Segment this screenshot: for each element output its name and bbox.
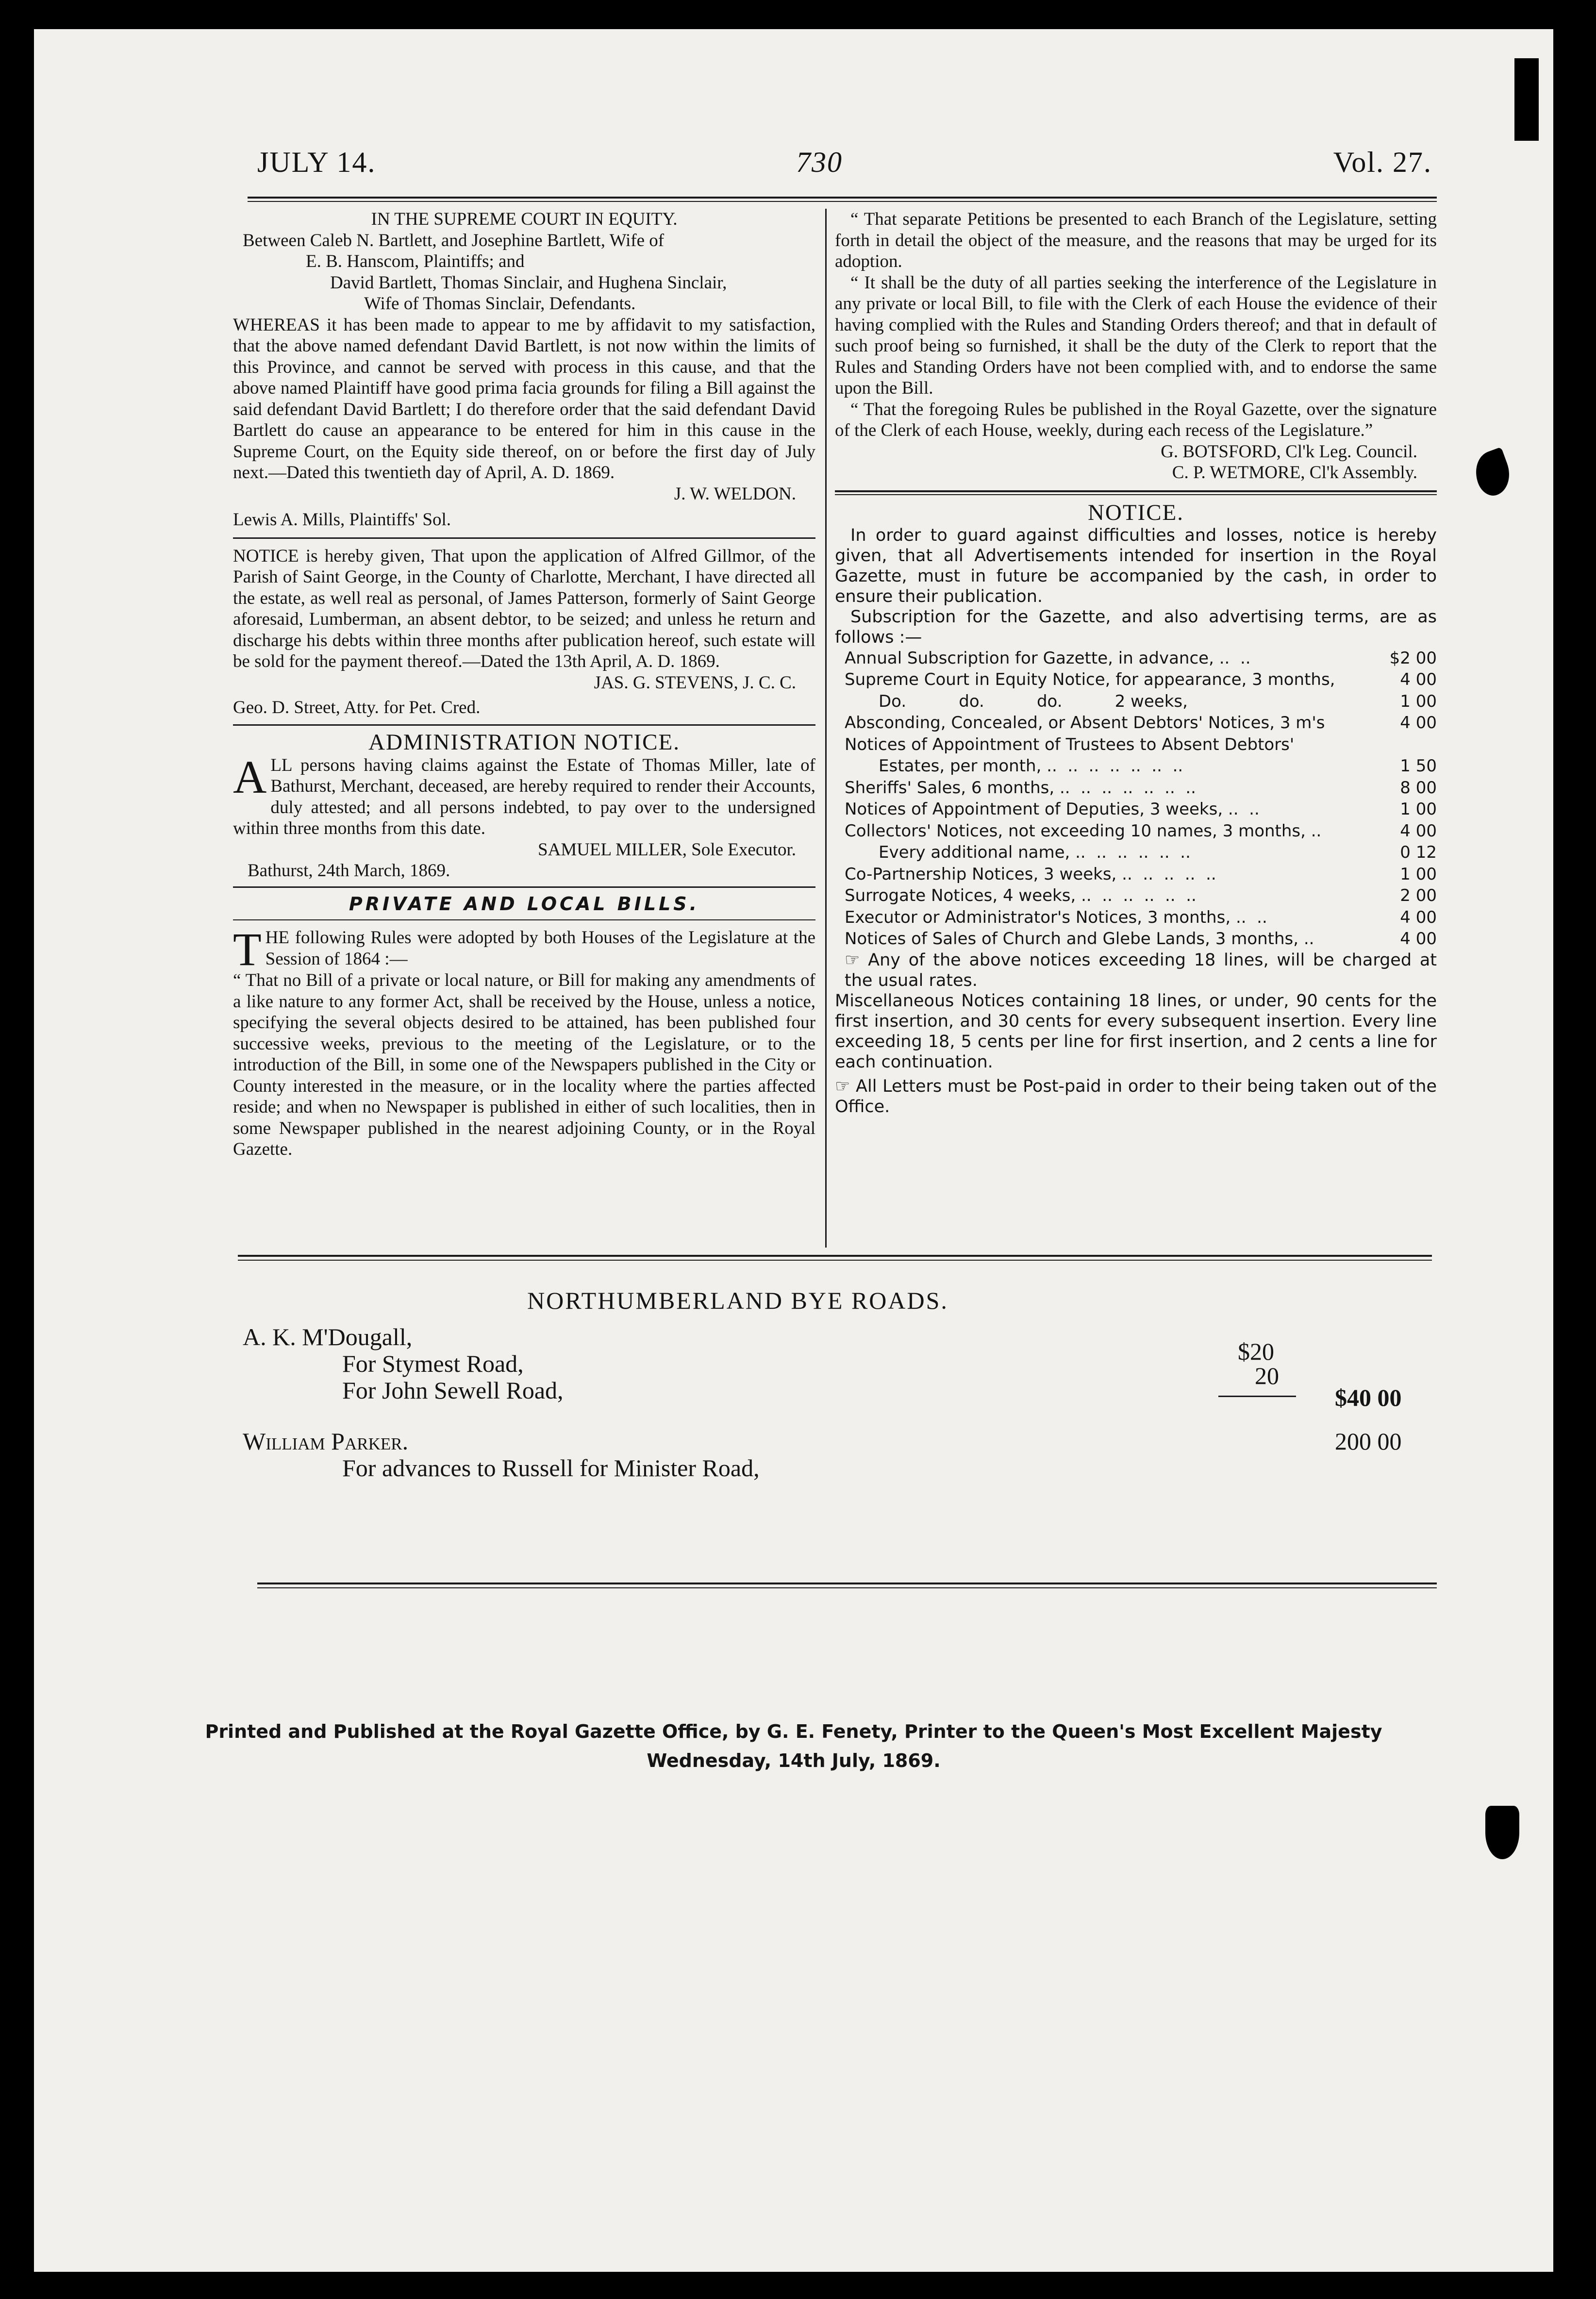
page-header [257, 146, 1432, 194]
title-rule [233, 919, 815, 920]
fee-amount: 4 00 [1400, 821, 1437, 841]
issue-date: JULY 14. [257, 146, 376, 178]
rules-intro-text: HE following Rules were adopted by both Houses of the Legislature at the Session of 1864 :— [265, 928, 815, 969]
fee-row [835, 691, 1437, 713]
notice-body-text: LL persons having claims against the Estate of Thomas Miller, late of Bathurst, Merchant, deceased, are hereby required to render their Accounts, duly attested; and all persons indebted, to pay over to the undersigned within three months from this date. [233, 755, 815, 838]
fee-table [835, 648, 1437, 950]
header-rule [248, 197, 1437, 199]
fee-amount: 0 12 [1400, 843, 1437, 862]
bye-roads-title: NORTHUMBERLAND BYE ROADS. [527, 1287, 948, 1314]
scan-edge-mark [0, 58, 14, 155]
section-rule [257, 1583, 1437, 1584]
section-rule [233, 537, 815, 539]
section-rule [257, 1587, 1437, 1588]
misc-note: Miscellaneous Notices containing 18 lines, or under, 90 cents for the first insertion, and 30 cents for every subsequent insertion. Every line exceeding 18, 5 cents per line for first insertion, and 2 cents a line for each continuation. [835, 991, 1437, 1072]
absent-debtor-notice [233, 546, 815, 718]
fee-amount: 2 00 [1400, 886, 1437, 905]
rule-paragraph: “ It shall be the duty of all parties seeking the interference of the Legislature in any private or local Bill, to file with the Clerk of each House the evidence of their having complied with the Rules and Standing Orders thereof; and that in default of such proof being so furnished, it shall be the duty of the Clerk to report that the Rules and Standing Orders have not been complied with, and to endorse the same upon the Bill. [835, 272, 1437, 398]
private-bills-section [233, 894, 815, 1160]
excess-note: ☞ Any of the above notices exceeding 18 lines, will be charged at the usual rates. [845, 950, 1437, 990]
parties-line: Between Caleb N. Bartlett, and Josephine Bartlett, Wife of [243, 230, 665, 250]
fee-amount: 4 00 [1400, 670, 1437, 689]
fee-row [835, 928, 1437, 950]
notice-body: WHEREAS it has been made to appear to me by affidavit to my satisfaction, that the above named defendant David Bartlett, is not now within the limits of this Province, and cannot be served with process in this cause, and that the above named Plaintiff have good prima facia grounds for filing a Bill against the said defendant David Bartlett; I do therefore order that the said defendant David Bartlett do cause an appearance to be entered for him in this cause in the Supreme Court, on the Equity side thereof, on or before the first day of July next.—Dated this twentieth day of April, A. D. 1869. [233, 315, 815, 483]
scan-blemish [1485, 1806, 1519, 1859]
rule-paragraph: “ That the foregoing Rules be published in the Royal Gazette, over the signature of the Clerk of each House, weekly, during each recess of the Legislature.” [835, 399, 1437, 440]
administration-notice [233, 730, 815, 882]
drop-cap: T [233, 923, 262, 975]
fee-item: Sheriffs' Sales, 6 months, .. .. .. .. .. .. .. [845, 778, 1196, 798]
parties-line: Wife of Thomas Sinclair, Defendants. [364, 294, 636, 314]
solicitor-line: Lewis A. Mills, Plaintiffs' Sol. [233, 510, 451, 530]
notice-signer: JAS. G. STEVENS, J. C. C. [594, 672, 796, 693]
fee-item: Absconding, Concealed, or Absent Debtors' Notices, 3 m's [845, 713, 1325, 733]
section-rule [238, 1260, 1432, 1261]
fee-row [835, 820, 1437, 842]
fee-row [835, 669, 1437, 691]
road-amount: 20 [1255, 1362, 1279, 1389]
scan-blemish [1469, 447, 1516, 500]
fee-amount: 1 00 [1400, 691, 1437, 711]
fee-amount: 1 00 [1400, 864, 1437, 884]
section-rule [233, 724, 815, 726]
scan-blemish [1514, 58, 1539, 141]
fee-amount: 1 00 [1400, 800, 1437, 819]
clerk-signature: C. P. WETMORE, Cl'k Assembly. [1172, 463, 1417, 483]
fee-row [835, 734, 1437, 756]
road-item: For John Sewell Road, [342, 1377, 564, 1404]
fee-row [835, 648, 1437, 669]
notice-signer: SAMUEL MILLER, Sole Executor. [538, 839, 796, 860]
notice-intro: In order to guard against difficulties and losses, notice is hereby given, that all Advertisements intended for insertion in the Royal Gazette, must in future be accompanied by the cash, in order to ensure their publication. [835, 525, 1437, 606]
gazette-page [34, 29, 1553, 2272]
attorney-line: Geo. D. Street, Atty. for Pet. Cred. [233, 698, 481, 717]
page-number: 730 [796, 146, 843, 178]
section-rule [233, 886, 815, 888]
section-rule [835, 490, 1437, 492]
fee-row [835, 777, 1437, 799]
header-rule [248, 201, 1437, 202]
road-item: For advances to Russell for Minister Road, [342, 1454, 760, 1482]
fee-item: Every additional name, .. .. .. .. .. .. [879, 843, 1191, 862]
fee-amount [1374, 734, 1437, 756]
fee-amount: $2 00 [1389, 648, 1437, 668]
fee-amount: 4 00 [1400, 907, 1437, 927]
private-bills-continued [835, 209, 1437, 483]
notice-dateline: Bathurst, 24th March, 1869. [248, 861, 450, 881]
fee-row [835, 799, 1437, 820]
right-column [835, 209, 1437, 1117]
notice-signer: J. W. WELDON. [674, 483, 796, 504]
fee-item: Annual Subscription for Gazette, in advance, .. .. [845, 648, 1251, 668]
road-total: $40 00 [1335, 1384, 1402, 1411]
section-rule [238, 1255, 1432, 1257]
letters-note: ☞ All Letters must be Post-paid in order to their being taken out of the Office. [835, 1076, 1437, 1116]
fee-item: Co-Partnership Notices, 3 weeks, .. .. .. .. .. [845, 864, 1216, 884]
payee-name: William Parker. [243, 1428, 409, 1455]
fee-row [835, 885, 1437, 907]
fee-row [835, 864, 1437, 885]
road-item: For Stymest Road, [342, 1350, 524, 1377]
fee-item: Notices of Appointment of Deputies, 3 weeks, .. .. [845, 800, 1260, 819]
fee-item: Notices of Appointment of Trustees to Absent Debtors' [845, 734, 1295, 754]
fee-row [835, 755, 1437, 777]
imprint-date: Wednesday, 14th July, 1869. [647, 1750, 941, 1771]
fee-amount: 8 00 [1400, 778, 1437, 798]
section-rule [835, 494, 1437, 495]
fee-row [835, 907, 1437, 929]
fee-item: Surrogate Notices, 4 weeks, .. .. .. .. .. .. [845, 886, 1197, 905]
fee-amount: 4 00 [1400, 713, 1437, 733]
rule-paragraph: “ That no Bill of a private or local nature, or Bill for making any amendments of a like nature to any former Act, shall be received by the House, unless a notice, specifying the several objects desired to be attained, has been published four successive weeks, previous to the meeting of the Legislature, or to the introduction of the Bill, in some one of the Newspapers published in the City or County interested in the measure, or in the locality where the parties affected reside; and when no Newspaper is published in either of such localities, then in some Newspaper published in the nearest adjoining County, or in the Royal Gazette. [233, 970, 815, 1159]
rule-paragraph: “ That separate Petitions be presented to each Branch of the Legislature, setting forth in detail the object of the measure, and the reasons that may be urged for its adoption. [835, 209, 1437, 271]
fee-item: Executor or Administrator's Notices, 3 months, .. .. [845, 907, 1267, 927]
drop-cap: A [233, 750, 267, 803]
fee-item: Do. do. do. 2 weeks, [879, 691, 1188, 711]
road-amount: $20 [1238, 1338, 1274, 1365]
parties-line: David Bartlett, Thomas Sinclair, and Hughena Sinclair, [330, 272, 727, 293]
fee-amount: 4 00 [1400, 929, 1437, 949]
left-column [233, 209, 815, 1160]
sum-rule [1218, 1396, 1296, 1397]
fee-item: Estates, per month, .. .. .. .. .. .. .. [879, 756, 1183, 776]
clerk-signature: G. BOTSFORD, Cl'k Leg. Council. [1161, 441, 1417, 462]
rules-intro [233, 923, 815, 975]
notice-body [233, 750, 815, 839]
fee-row [835, 712, 1437, 734]
imprint-line: Printed and Published at the Royal Gazette Office, by G. E. Fenety, Printer to the Queen's Most Excellent Majesty [205, 1721, 1382, 1742]
fee-item: Supreme Court in Equity Notice, for appearance, 3 months, [845, 670, 1335, 689]
notice-title: IN THE SUPREME COURT IN EQUITY. [371, 209, 678, 229]
gazette-notice [835, 500, 1437, 1117]
notice-body: NOTICE is hereby given, That upon the application of Alfred Gillmor, of the Parish of Saint George, in the County of Charlotte, Merchant, I have directed all the estate, as well real as personal, of James Patterson, formerly of Saint George aforesaid, Lumberman, an absent debtor, to be seized; and unless he return and discharge his debts within three months after publication hereof, such estate will be sold for the payment thereof.—Dated the 13th April, A. D. 1869. [233, 546, 815, 671]
road-total: 200 00 [1335, 1428, 1402, 1455]
notice-title: NOTICE. [1087, 500, 1184, 525]
fee-item: Collectors' Notices, not exceeding 10 names, 3 months, .. [845, 821, 1322, 841]
payee-name: A. K. M'Dougall, [243, 1323, 413, 1350]
parties-line: E. B. Hanscom, Plaintiffs; and [306, 251, 525, 271]
fee-amount: 1 50 [1400, 756, 1437, 776]
volume-number: Vol. 27. [1333, 146, 1432, 178]
section-title: PRIVATE AND LOCAL BILLS. [349, 893, 700, 915]
column-divider [825, 209, 827, 1248]
notice-title: ADMINISTRATION NOTICE. [368, 729, 680, 755]
fee-item: Notices of Sales of Church and Glebe Lands, 3 months, .. [845, 929, 1314, 949]
fee-row [835, 842, 1437, 864]
subscription-intro: Subscription for the Gazette, and also advertising terms, are as follows :— [835, 607, 1437, 647]
supreme-court-notice [233, 209, 815, 531]
